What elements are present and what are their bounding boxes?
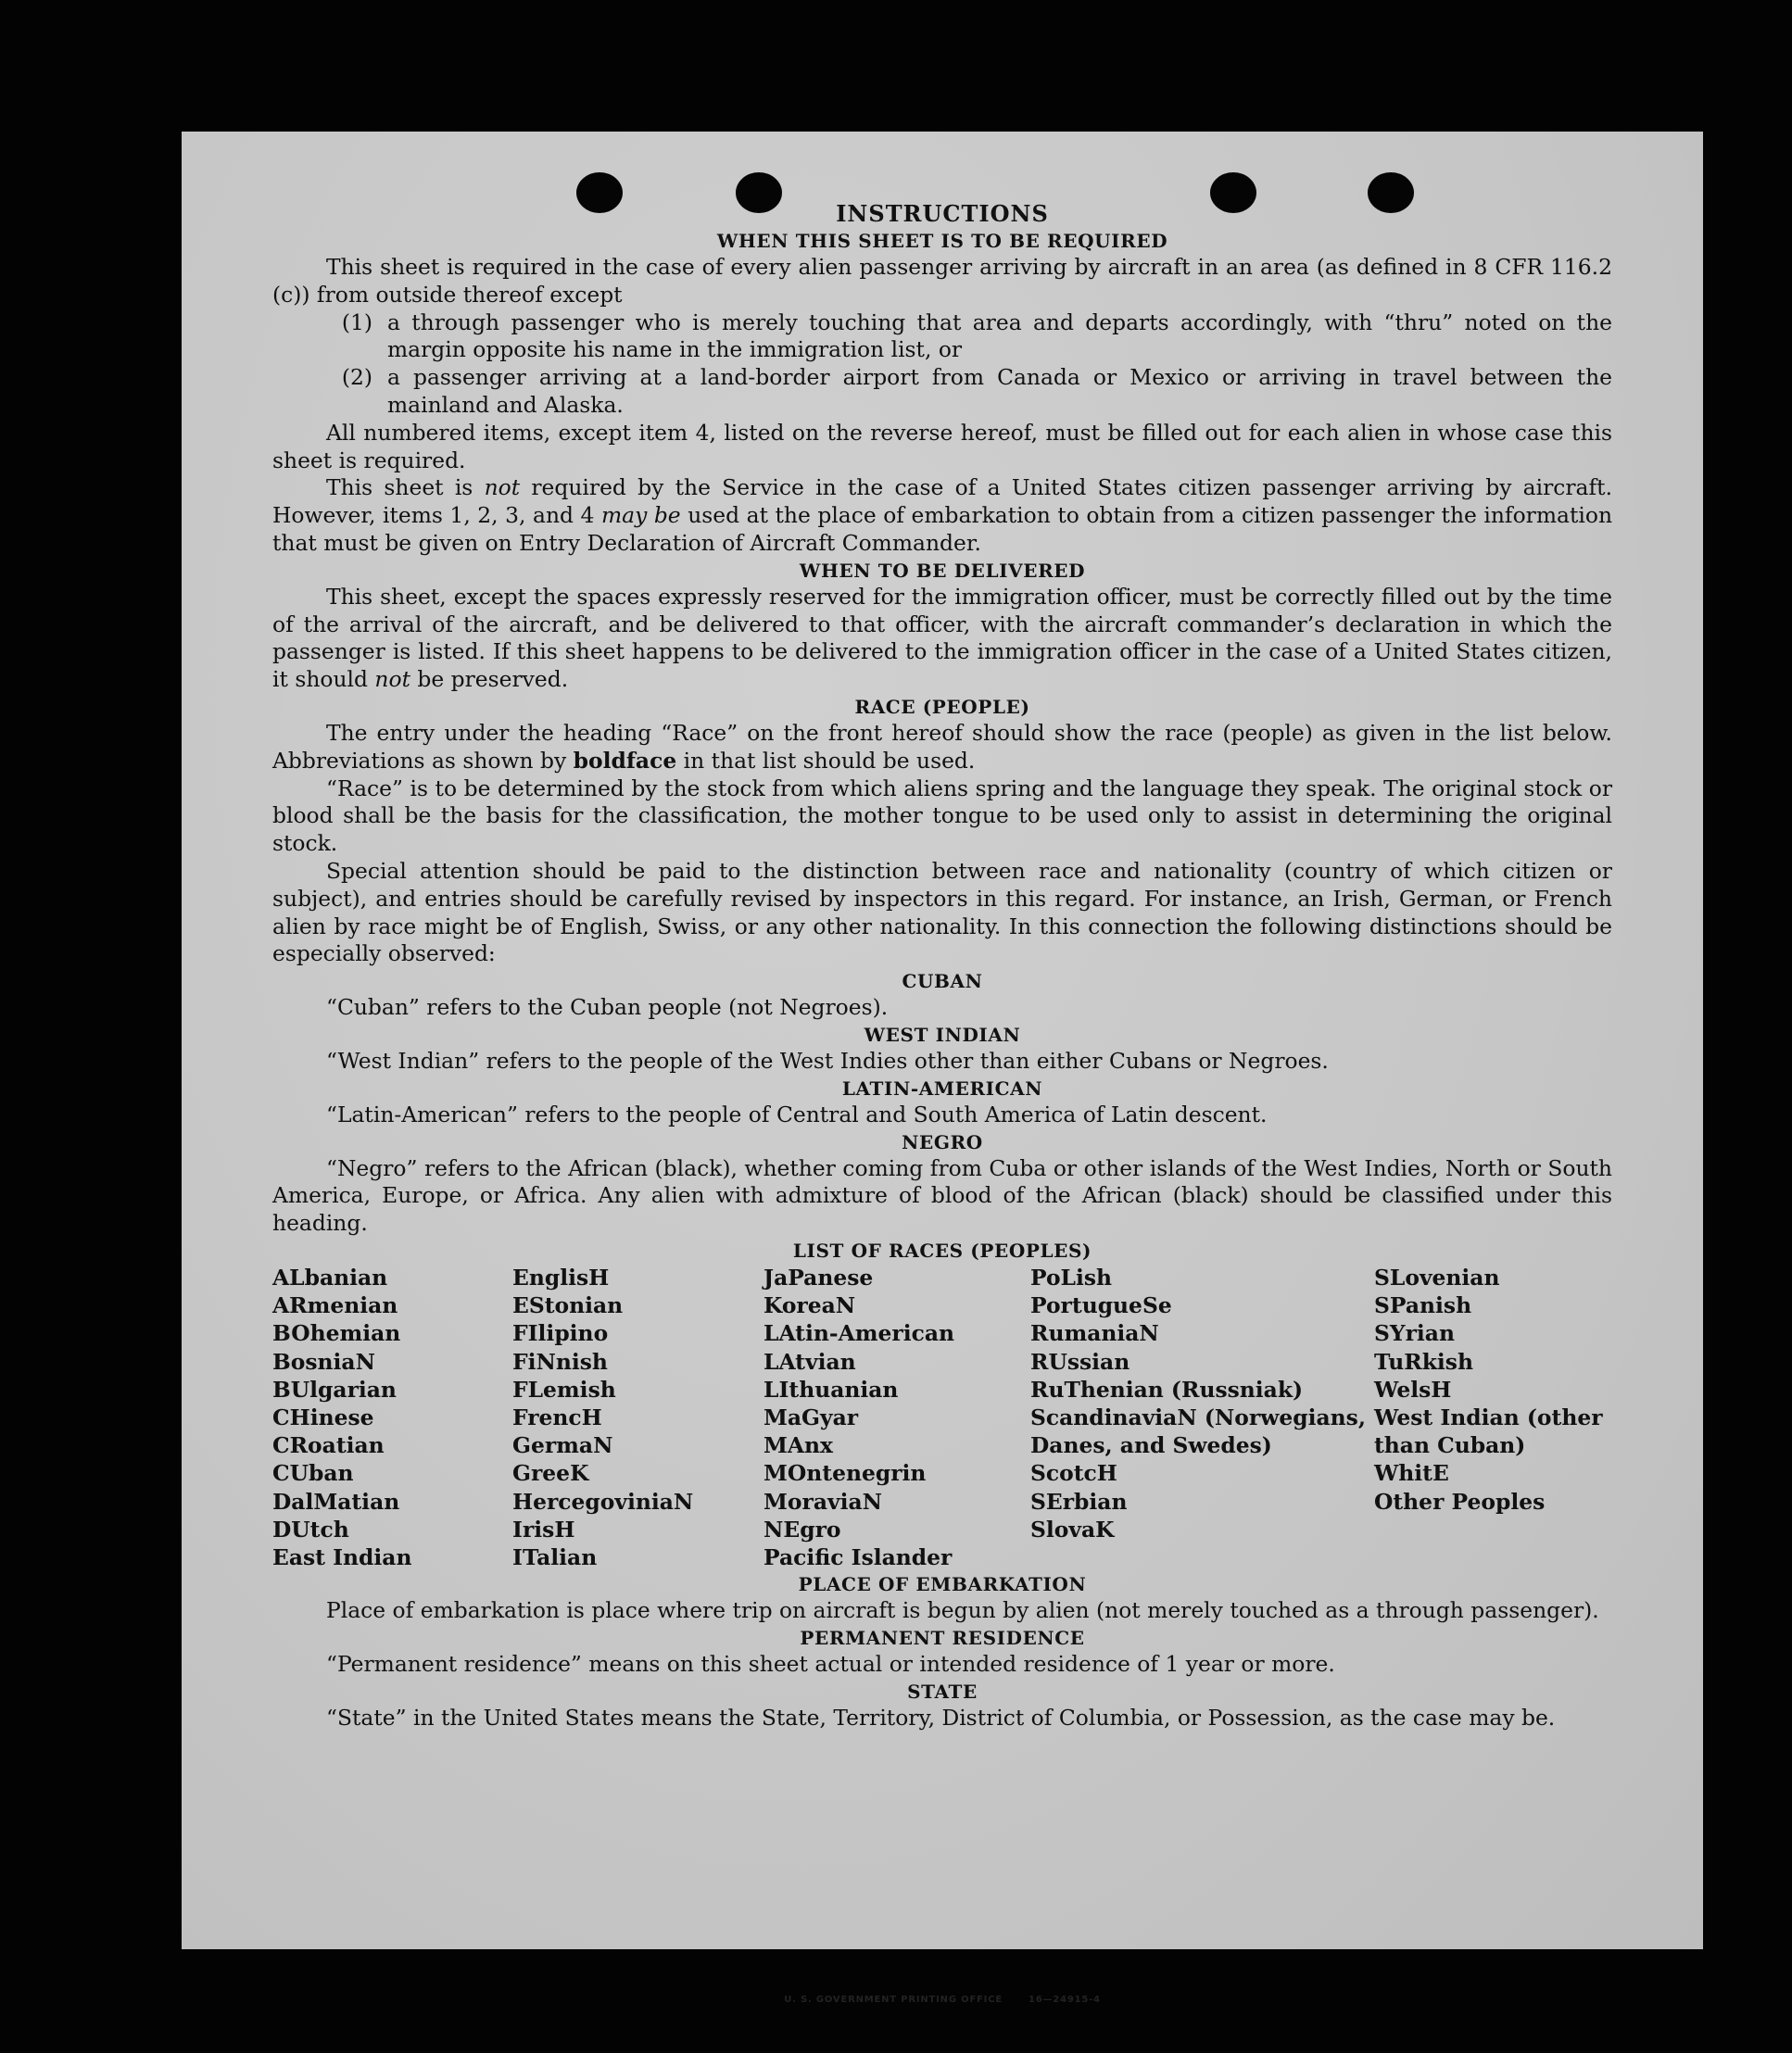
race-entry: FrencH bbox=[512, 1404, 602, 1430]
race-entry: ScandinaviaN (Norwegians, Danes, and Swedes) bbox=[1030, 1404, 1366, 1459]
race-entry: LAtvian bbox=[763, 1348, 856, 1375]
race-entry: FiNnish bbox=[512, 1348, 608, 1375]
item-number: (2) bbox=[341, 364, 372, 391]
document-sheet bbox=[182, 132, 1703, 2005]
list-item bbox=[272, 364, 1612, 420]
text-run: The entry under the heading “Race” on the front hereof should show the race (people) as given in the list below. Abbreviations as shown by bbox=[272, 719, 1612, 774]
race-entry: PortugueSe bbox=[1030, 1292, 1172, 1319]
paragraph: “West Indian” refers to the people of the West Indies other than either Cubans or Negroes. bbox=[326, 1047, 1329, 1074]
race-list bbox=[272, 1264, 1612, 1571]
item-text: a passenger arriving at a land-border airport from Canada or Mexico or arriving in travel between the mainland and Alaska. bbox=[387, 364, 1612, 418]
emphasis: not bbox=[374, 666, 410, 693]
text-run: used at the place of embarkation to obtain from a citizen passenger the information that must be given on Entry Declaration of Aircraft Commander. bbox=[272, 502, 1613, 556]
race-entry: PoLish bbox=[1030, 1264, 1113, 1291]
race-entry: MAnx bbox=[763, 1432, 833, 1459]
race-entry: SPanish bbox=[1374, 1292, 1472, 1319]
text-run: This sheet, except the spaces expressly reserved for the immigration officer, must be correctly filled out by the time of the arrival of the aircraft, and be delivered to that officer, with the aircraft commander’s declaration in which the passenger is listed. If this sheet happens to be delivered to the immigration officer in the case of a United States citizen, it should bbox=[272, 583, 1612, 693]
heading-negro: NEGRO bbox=[902, 1130, 983, 1153]
race-entry: ITalian bbox=[512, 1543, 598, 1570]
race-entry: DalMatian bbox=[272, 1488, 400, 1515]
race-entry: TuRkish bbox=[1374, 1348, 1473, 1375]
paragraph: “Race” is to be determined by the stock from which aliens spring and the language they speak. The original stock or blood shall be the basis for the classification, the mother tongue to be used only to assist in determining the original stock. bbox=[272, 775, 1612, 857]
race-entry: SYrian bbox=[1374, 1320, 1455, 1347]
race-entry: EnglisH bbox=[512, 1264, 610, 1291]
instructions-title: INSTRUCTIONS bbox=[836, 200, 1049, 227]
heading-state: STATE bbox=[907, 1680, 978, 1703]
race-entry: FLemish bbox=[512, 1376, 616, 1403]
race-entry: BOhemian bbox=[272, 1320, 401, 1347]
race-entry: SErbian bbox=[1030, 1488, 1128, 1515]
item-text: a through passenger who is merely touching that area and departs accordingly, with “thru” noted on the margin opposite his name in the immigration list, or bbox=[387, 309, 1612, 363]
paragraph bbox=[272, 720, 1612, 775]
paragraph: “Latin-American” refers to the people of Central and South America of Latin descent. bbox=[326, 1101, 1268, 1127]
emphasis: not bbox=[484, 474, 521, 501]
race-entry: HercegoviniaN bbox=[512, 1488, 694, 1515]
race-entry: MOntenegrin bbox=[763, 1460, 927, 1487]
item-number: (1) bbox=[341, 309, 372, 335]
list-item bbox=[272, 309, 1612, 365]
heading-west-indian: WEST INDIAN bbox=[864, 1023, 1021, 1046]
race-entry: RUssian bbox=[1030, 1348, 1130, 1375]
printer-name: U. S. GOVERNMENT PRINTING OFFICE bbox=[784, 1995, 1003, 2005]
race-column bbox=[763, 1264, 1030, 1571]
text-run: in that list should be used. bbox=[676, 747, 976, 774]
race-column bbox=[1030, 1264, 1374, 1571]
paragraph bbox=[272, 584, 1612, 694]
race-entry: RumaniaN bbox=[1030, 1320, 1159, 1347]
paragraph bbox=[272, 474, 1612, 557]
race-entry: MaGyar bbox=[763, 1404, 859, 1430]
race-entry: CHinese bbox=[272, 1404, 374, 1430]
heading-when-required: WHEN THIS SHEET IS TO BE REQUIRED bbox=[716, 230, 1168, 252]
heading-embarkation: PLACE OF EMBARKATION bbox=[798, 1573, 1087, 1596]
race-entry: EStonian bbox=[512, 1292, 624, 1319]
heading-when-delivered: WHEN TO BE DELIVERED bbox=[799, 559, 1086, 582]
race-entry: West Indian (other than Cuban) bbox=[1374, 1404, 1603, 1459]
heading-latin-american: LATIN-AMERICAN bbox=[841, 1077, 1043, 1100]
race-entry: SLovenian bbox=[1374, 1264, 1500, 1291]
paragraph: Place of embarkation is place where trip on aircraft is begun by alien (not merely touched as a through passenger). bbox=[326, 1597, 1599, 1624]
heading-list-of-races: LIST OF RACES (PEOPLES) bbox=[792, 1239, 1092, 1262]
race-entry: WelsH bbox=[1374, 1376, 1452, 1403]
race-entry: ScotcH bbox=[1030, 1460, 1117, 1487]
race-entry: BosniaN bbox=[272, 1348, 375, 1375]
race-entry: East Indian bbox=[272, 1543, 412, 1570]
text-run: be preserved. bbox=[410, 666, 569, 693]
race-entry: RuThenian (Russniak) bbox=[1030, 1376, 1304, 1403]
race-entry: LAtin-American bbox=[763, 1320, 954, 1347]
race-column bbox=[512, 1264, 763, 1571]
instructions-content bbox=[272, 200, 1612, 1732]
race-entry: LIthuanian bbox=[763, 1376, 899, 1403]
race-entry: JaPanese bbox=[763, 1264, 874, 1291]
paragraph: Special attention should be paid to the distinction between race and nationality (country of which citizen or subject), and entries should be carefully revised by inspectors in this regard. For instance, an Irish, German, or French alien by race might be of English, Swiss, or any other nationality. In this connection the following distinctions should be especially observed: bbox=[272, 857, 1612, 967]
paragraph: “Permanent residence” means on this sheet actual or intended residence of 1 year or more. bbox=[326, 1650, 1335, 1677]
race-entry: CUban bbox=[272, 1460, 354, 1487]
race-entry: WhitE bbox=[1374, 1460, 1449, 1487]
text-run: required by the Service in the case of a United States citizen passenger arriving by aircraft. However, items 1, 2, 3, and 4 bbox=[272, 474, 1612, 529]
race-entry: ARmenian bbox=[272, 1292, 398, 1319]
race-entry: SlovaK bbox=[1030, 1516, 1115, 1543]
race-entry: GermaN bbox=[512, 1432, 613, 1459]
race-entry: DUtch bbox=[272, 1516, 349, 1543]
form-code: 16—24915-4 bbox=[1028, 1995, 1101, 2005]
paragraph: All numbered items, except item 4, listed on the reverse hereof, must be filled out for each alien in whose case this sheet is required. bbox=[272, 419, 1612, 473]
paragraph: “Cuban” refers to the Cuban people (not Negroes). bbox=[326, 994, 889, 1021]
race-entry: FIlipino bbox=[512, 1320, 609, 1347]
paragraph: “Negro” refers to the African (black), whether coming from Cuba or other islands of the West Indies, North or South America, Europe, or Africa. Any alien with admixture of blood of the African (black) should be classified under this heading. bbox=[272, 1154, 1612, 1237]
emphasis: may be bbox=[600, 502, 681, 529]
race-entry: GreeK bbox=[512, 1460, 589, 1487]
race-entry: CRoatian bbox=[272, 1432, 385, 1459]
race-entry: ALbanian bbox=[272, 1264, 388, 1291]
race-entry: BUlgarian bbox=[272, 1376, 397, 1403]
race-entry: Other Peoples bbox=[1374, 1488, 1546, 1515]
race-entry: KoreaN bbox=[763, 1292, 856, 1319]
bold-text: boldface bbox=[573, 747, 677, 774]
text-run: This sheet is bbox=[326, 474, 485, 501]
paragraph: This sheet is required in the case of every alien passenger arriving by aircraft in an area (as defined in 8 CFR 116.2 (c)) from outside thereof except bbox=[272, 254, 1612, 308]
paragraph: “State” in the United States means the State, Territory, District of Columbia, or Possession, as the case may be. bbox=[326, 1704, 1556, 1731]
race-entry: IrisH bbox=[512, 1516, 575, 1543]
heading-race: RACE (PEOPLE) bbox=[854, 695, 1030, 718]
heading-cuban: CUBAN bbox=[902, 970, 983, 993]
race-entry: MoraviaN bbox=[763, 1488, 882, 1515]
race-entry: NEgro bbox=[763, 1516, 841, 1543]
race-column bbox=[272, 1264, 512, 1571]
printer-footer bbox=[182, 1995, 1703, 2005]
race-entry: Pacific Islander bbox=[763, 1543, 953, 1570]
heading-permanent-residence: PERMANENT RESIDENCE bbox=[800, 1626, 1085, 1649]
race-column bbox=[1374, 1264, 1612, 1571]
